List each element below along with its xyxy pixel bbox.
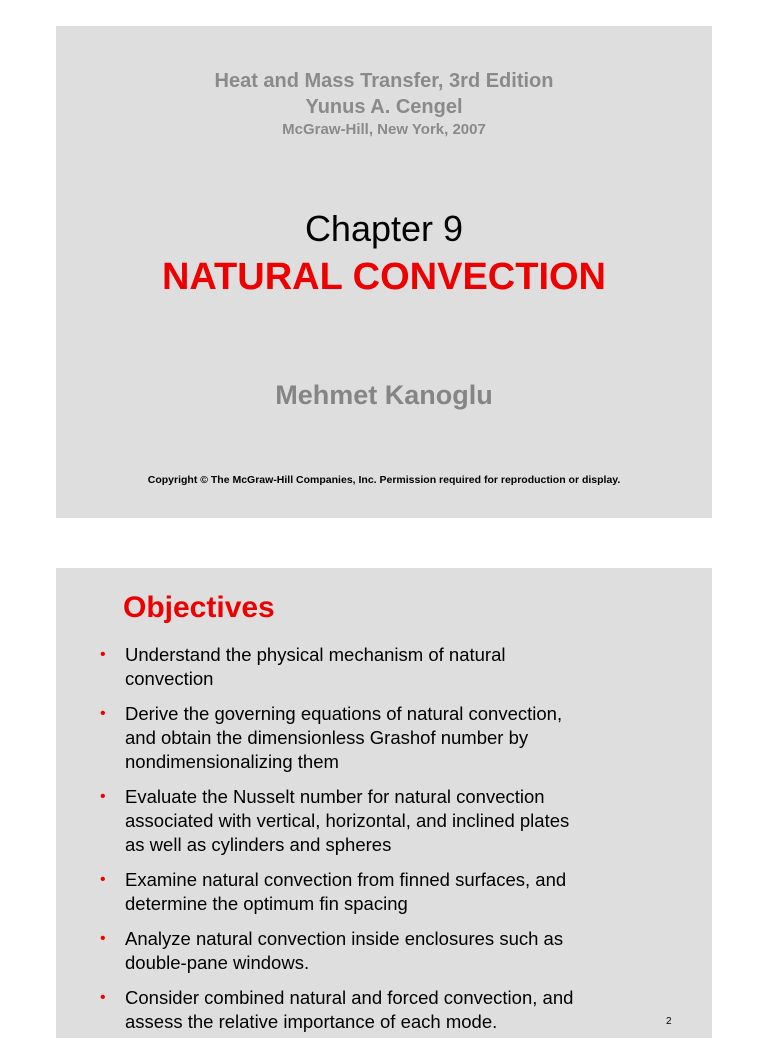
chapter-number: Chapter 9 <box>304 208 464 249</box>
book-author: Yunus A. Cengel <box>305 96 463 118</box>
objective-item <box>56 868 625 916</box>
presenter-name: Mehmet Kanoglu <box>275 380 493 410</box>
objective-text: Analyze natural convection inside enclosures such as double-pane windows. <box>125 928 564 973</box>
bullet-icon: • <box>100 930 106 947</box>
objective-item <box>56 702 625 774</box>
bullet-icon: • <box>100 871 106 888</box>
copyright-notice: Copyright © The McGraw-Hill Companies, Inc. Permission required for reproduction or display. <box>147 474 621 486</box>
book-publisher: McGraw-Hill, New York, 2007 <box>282 121 486 138</box>
title-slide <box>56 26 712 518</box>
objective-item <box>56 986 625 1034</box>
objective-text: Evaluate the Nusselt number for natural convection associated with vertical, horizontal, and inclined plates as well as cylinders and spheres <box>125 786 570 855</box>
objective-text: Understand the physical mechanism of natural convection <box>125 644 506 689</box>
bullet-icon: • <box>100 646 106 663</box>
objective-text: Examine natural convection from finned surfaces, and determine the optimum fin spacing <box>125 869 567 914</box>
bullet-icon: • <box>100 705 106 722</box>
objective-item <box>56 643 625 691</box>
objectives-list <box>56 643 625 1045</box>
book-title: Heat and Mass Transfer, 3rd Edition <box>214 70 554 92</box>
chapter-title: NATURAL CONVECTION <box>161 256 607 298</box>
objectives-heading: Objectives <box>123 591 275 624</box>
objectives-slide <box>56 568 712 1038</box>
bullet-icon: • <box>100 788 106 805</box>
bullet-icon: • <box>100 989 106 1006</box>
objective-text: Derive the governing equations of natural convection, and obtain the dimensionless Grashof number by nondimensionalizing them <box>125 703 563 772</box>
objective-item <box>56 927 625 975</box>
page-number: 2 <box>666 1016 672 1027</box>
objective-item <box>56 785 625 857</box>
objective-text: Consider combined natural and forced convection, and assess the relative importance of each mode. <box>125 987 574 1032</box>
